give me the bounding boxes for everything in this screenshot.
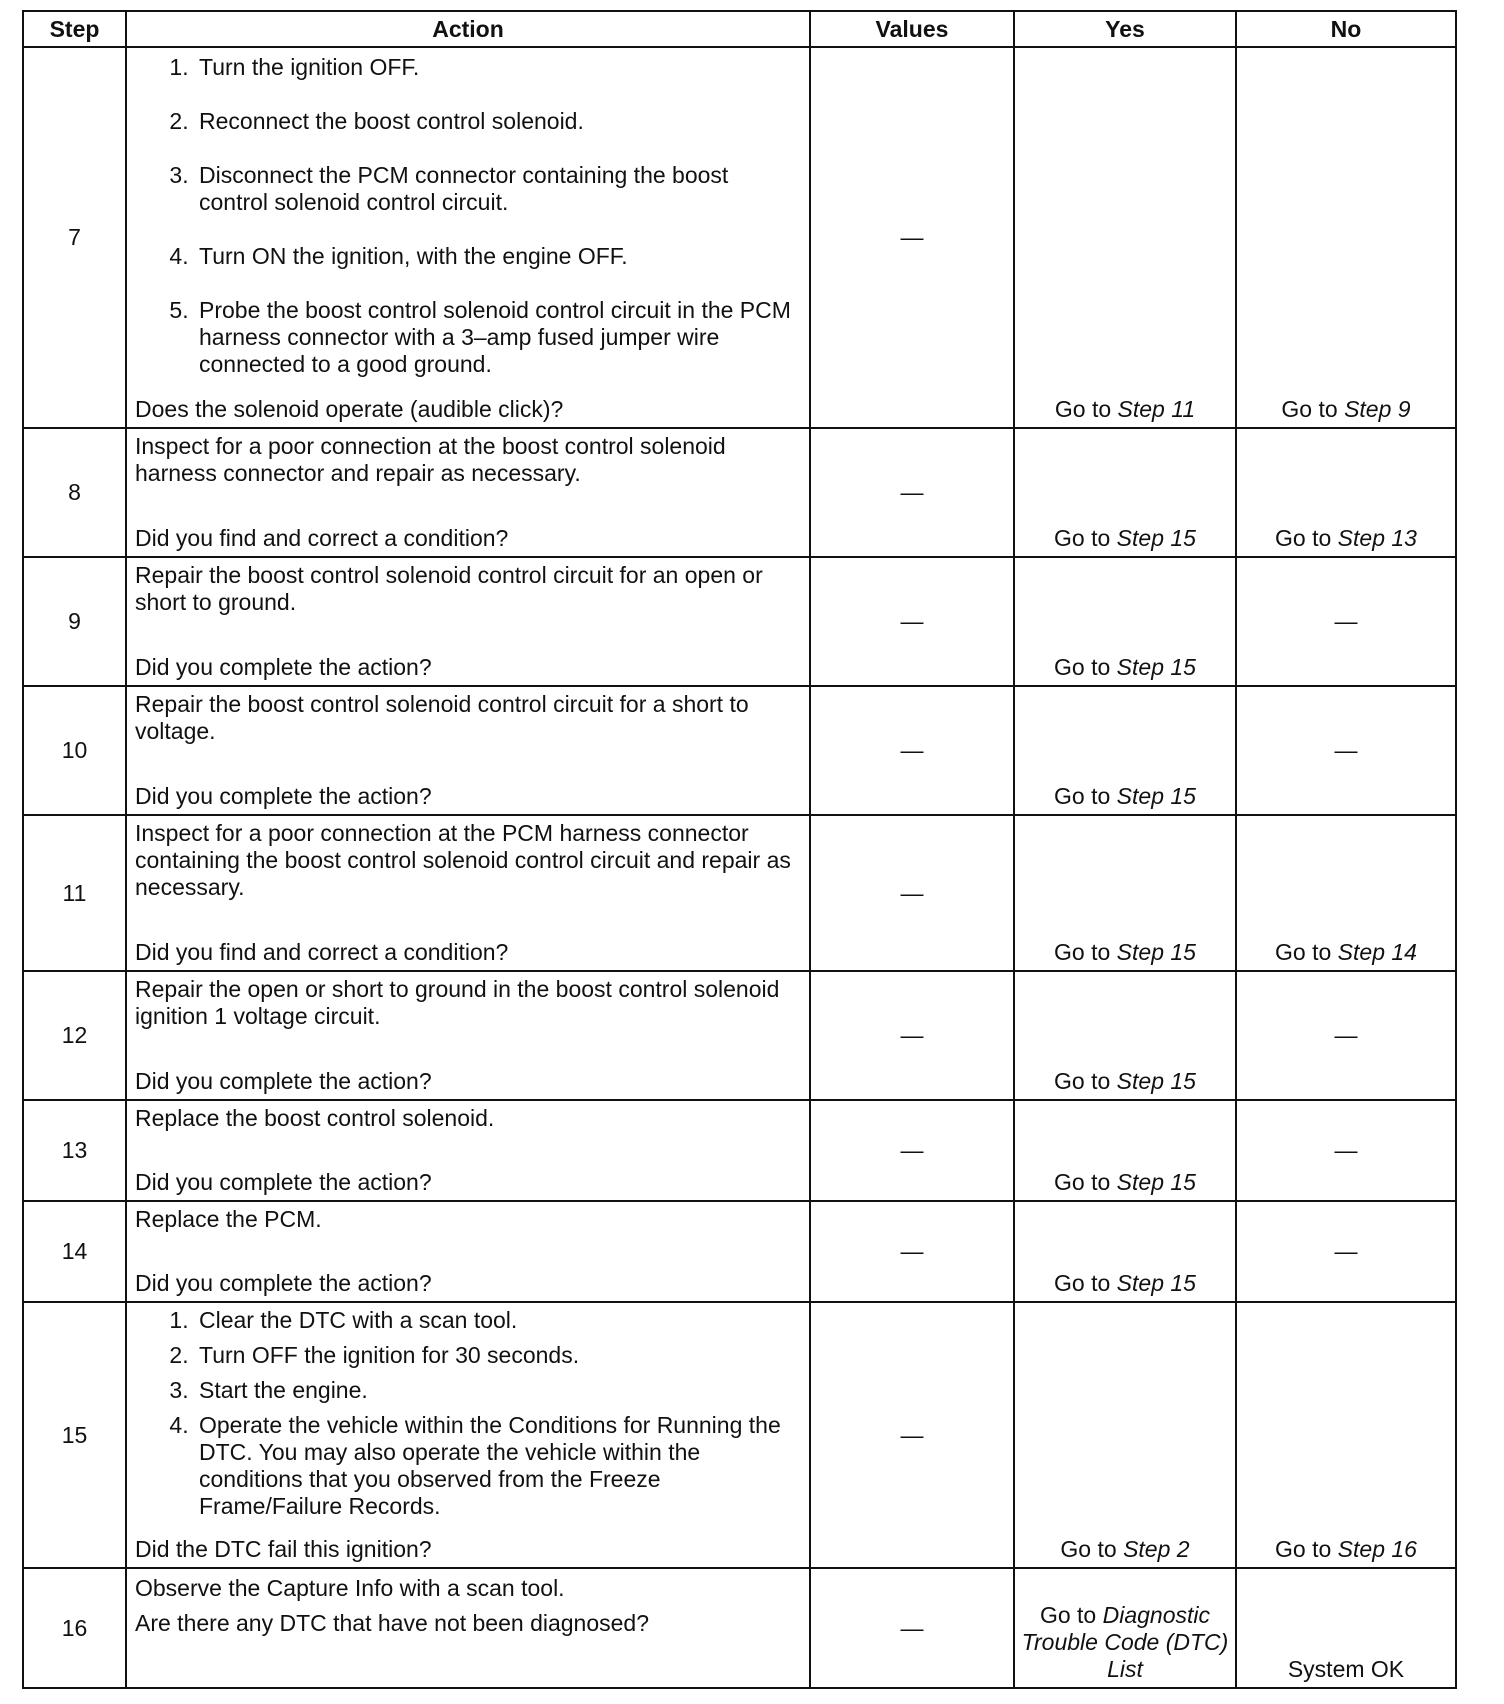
no-cell: — (1236, 557, 1456, 686)
action-cell (126, 1302, 810, 1568)
table-row (23, 815, 1456, 971)
yes-step-link[interactable]: Step 2 (1123, 1536, 1190, 1562)
yes-prefix: Go to (1054, 1068, 1117, 1094)
yes-cell (1014, 686, 1236, 815)
yes-prefix: Go to (1060, 1536, 1124, 1562)
action-question: Did you complete the action? (135, 1169, 432, 1195)
header-row (23, 11, 1456, 47)
list-item: 4. Turn ON the ignition, with the engine OFF. (195, 243, 799, 270)
yes-step-link[interactable]: Step 15 (1116, 783, 1196, 809)
action-question: Did you complete the action? (135, 1270, 432, 1296)
yes-prefix: Go to (1054, 939, 1117, 965)
no-cell: — (1236, 686, 1456, 815)
action-question: Are there any DTC that have not been diagnosed? (135, 1610, 650, 1636)
action-cell (126, 1568, 810, 1688)
no-cell: System OK (1236, 1568, 1456, 1688)
no-step-link[interactable]: Step 16 (1337, 1536, 1417, 1562)
header-step: Step (23, 11, 126, 47)
yes-cell (1014, 47, 1236, 428)
action-cell (126, 815, 810, 971)
list-item: 3. Disconnect the PCM connector containing the boost control solenoid control circuit. (195, 162, 799, 216)
table-row (23, 971, 1456, 1100)
action-cell (126, 686, 810, 815)
no-prefix: Go to (1275, 1536, 1338, 1562)
yes-cell (1014, 1568, 1236, 1688)
yes-prefix: Go to (1039, 1602, 1103, 1628)
action-description: Observe the Capture Info with a scan tool. (135, 1575, 565, 1601)
yes-step-link[interactable]: Step 15 (1116, 1169, 1196, 1195)
values-cell: — (810, 1201, 1014, 1302)
header-yes: Yes (1014, 11, 1236, 47)
header-no: No (1236, 11, 1456, 47)
step-number: 15 (23, 1302, 126, 1568)
action-steps (135, 1307, 799, 1520)
action-question: Did you find and correct a condition? (135, 939, 509, 965)
values-cell: — (810, 971, 1014, 1100)
list-item: 3. Start the engine. (195, 1377, 799, 1404)
table-row (23, 1302, 1456, 1568)
no-step-link[interactable]: Step 14 (1337, 939, 1417, 965)
yes-cell (1014, 1201, 1236, 1302)
yes-step-link[interactable]: Step 15 (1116, 1270, 1196, 1296)
values-cell: — (810, 686, 1014, 815)
table-row (23, 1100, 1456, 1201)
action-cell (126, 1100, 810, 1201)
action-description: Repair the boost control solenoid control circuit for a short to voltage. (135, 691, 749, 744)
action-question: Did you complete the action? (135, 654, 432, 680)
yes-step-link[interactable]: Step 15 (1116, 525, 1196, 551)
yes-prefix: Go to (1054, 654, 1117, 680)
no-prefix: Go to (1275, 525, 1338, 551)
step-number: 11 (23, 815, 126, 971)
table-row (23, 1568, 1456, 1688)
step-number: 10 (23, 686, 126, 815)
values-cell: — (810, 1568, 1014, 1688)
list-item: 4. Operate the vehicle within the Conditions for Running the DTC. You may also operate the vehicle within the conditions that you observed from the Freeze Frame/Failure Records. (195, 1412, 799, 1520)
no-cell (1236, 428, 1456, 557)
header-action: Action (126, 11, 810, 47)
yes-prefix: Go to (1054, 396, 1118, 422)
step-number: 9 (23, 557, 126, 686)
no-step-link[interactable]: Step 9 (1344, 396, 1411, 422)
action-question: Did you complete the action? (135, 1068, 432, 1094)
values-cell: — (810, 1302, 1014, 1568)
action-cell (126, 47, 810, 428)
no-cell: — (1236, 971, 1456, 1100)
yes-step-link[interactable]: Step 15 (1116, 1068, 1196, 1094)
yes-dtc-list-link[interactable]: Diagnostic Trouble Code (DTC) List (1021, 1602, 1229, 1682)
action-description: Repair the open or short to ground in the boost control solenoid ignition 1 voltage circuit. (135, 976, 780, 1029)
header-values: Values (810, 11, 1014, 47)
no-cell (1236, 47, 1456, 428)
list-item: 5. Probe the boost control solenoid control circuit in the PCM harness connector with a 3–amp fused jumper wire connected to a good ground. (195, 297, 799, 378)
list-item: 2. Reconnect the boost control solenoid. (195, 108, 799, 135)
table-row (23, 47, 1456, 428)
yes-prefix: Go to (1054, 525, 1117, 551)
step-number: 13 (23, 1100, 126, 1201)
no-cell (1236, 815, 1456, 971)
step-number: 7 (23, 47, 126, 428)
action-cell (126, 428, 810, 557)
no-cell (1236, 1302, 1456, 1568)
values-cell: — (810, 1100, 1014, 1201)
yes-step-link[interactable]: Step 15 (1116, 939, 1196, 965)
step-number: 12 (23, 971, 126, 1100)
step-number: 8 (23, 428, 126, 557)
yes-step-link[interactable]: Step 11 (1117, 396, 1196, 422)
action-description: Replace the PCM. (135, 1206, 322, 1232)
action-question: Does the solenoid operate (audible click)? (135, 396, 564, 422)
no-prefix: Go to (1281, 396, 1345, 422)
values-cell: — (810, 428, 1014, 557)
yes-cell (1014, 971, 1236, 1100)
table-row (23, 686, 1456, 815)
table-row (23, 428, 1456, 557)
action-description: Replace the boost control solenoid. (135, 1105, 495, 1131)
table-row (23, 1201, 1456, 1302)
yes-prefix: Go to (1054, 1270, 1117, 1296)
values-cell: — (810, 47, 1014, 428)
action-question: Did you find and correct a condition? (135, 525, 509, 551)
yes-cell (1014, 428, 1236, 557)
no-cell: — (1236, 1100, 1456, 1201)
yes-cell (1014, 1100, 1236, 1201)
yes-prefix: Go to (1054, 1169, 1117, 1195)
action-description: Inspect for a poor connection at the boost control solenoid harness connector and repair as necessary. (135, 433, 726, 486)
action-cell (126, 1201, 810, 1302)
no-step-link[interactable]: Step 13 (1337, 525, 1417, 551)
step-number: 16 (23, 1568, 126, 1688)
action-question: Did you complete the action? (135, 783, 432, 809)
yes-prefix: Go to (1054, 783, 1117, 809)
action-steps (135, 54, 799, 378)
yes-cell (1014, 557, 1236, 686)
no-prefix: Go to (1275, 939, 1338, 965)
yes-cell (1014, 1302, 1236, 1568)
action-cell (126, 557, 810, 686)
action-cell (126, 971, 810, 1100)
step-number: 14 (23, 1201, 126, 1302)
values-cell: — (810, 557, 1014, 686)
no-cell: — (1236, 1201, 1456, 1302)
yes-cell (1014, 815, 1236, 971)
diagnostic-table (22, 10, 1457, 1689)
list-item: 1. Turn the ignition OFF. (195, 54, 799, 81)
yes-step-link[interactable]: Step 15 (1116, 654, 1196, 680)
values-cell: — (810, 815, 1014, 971)
list-item: 2. Turn OFF the ignition for 30 seconds. (195, 1342, 799, 1369)
table-row (23, 557, 1456, 686)
action-question: Did the DTC fail this ignition? (135, 1536, 432, 1562)
list-item: 1. Clear the DTC with a scan tool. (195, 1307, 799, 1334)
action-description: Repair the boost control solenoid control circuit for an open or short to ground. (135, 562, 763, 615)
action-description: Inspect for a poor connection at the PCM harness connector containing the boost control solenoid control circuit and repair as necessary. (135, 820, 791, 900)
